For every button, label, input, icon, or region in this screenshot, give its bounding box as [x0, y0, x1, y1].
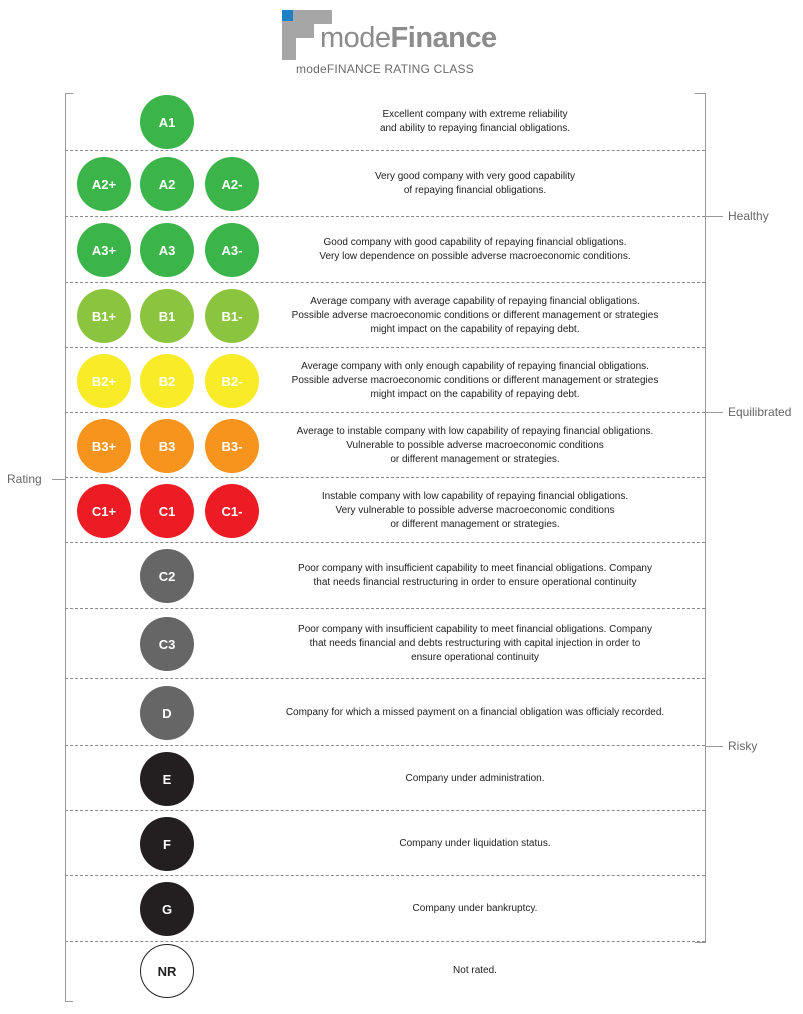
- equilibrated-label: Equilibrated: [728, 405, 792, 419]
- rating-badge: B2: [140, 354, 194, 408]
- rating-badge: A3-: [205, 223, 259, 277]
- risky-tick: [705, 746, 723, 747]
- rating-badge: C1+: [77, 484, 131, 538]
- rating-tick: [52, 479, 65, 480]
- rating-badge: C1-: [205, 484, 259, 538]
- rating-row: [65, 283, 705, 348]
- rating-badge: D: [140, 686, 194, 740]
- rating-description: Average company with average capability of repaying financial obligations. Possible adverse macroeconomic conditions or different management or strategies might impact on the capability of repaying debt.: [291, 296, 659, 335]
- equilibrated-tick: [705, 412, 723, 413]
- rating-description: Company for which a missed payment on a financial obligation was officialy recorded.: [285, 707, 665, 718]
- rating-row: [65, 679, 705, 746]
- modefinance-logo: [282, 10, 502, 62]
- rating-badge: A1: [140, 95, 194, 149]
- rating-row: [65, 543, 705, 609]
- healthy-label: Healthy: [728, 209, 769, 223]
- risky-label: Risky: [728, 739, 758, 753]
- rating-row: [65, 876, 705, 942]
- rating-description: Instable company with low capability of repaying financial obligations. Very vulnerable to possible adverse macroeconomic conditions or different management or strategies.: [321, 491, 629, 530]
- rating-badge: B1: [140, 289, 194, 343]
- rating-row: [65, 942, 705, 1000]
- rating-row: [65, 217, 705, 283]
- logo-wordmark: modeFinance: [320, 22, 497, 54]
- rating-description: Good company with good capability of repaying financial obligations. Very low dependence on possible adverse macroeconomic conditions.: [319, 237, 631, 262]
- rating-badge: B3: [140, 419, 194, 473]
- rating-badge: NR: [140, 944, 194, 998]
- rating-badge: E: [140, 752, 194, 806]
- rating-row: [65, 811, 705, 876]
- rating-description: Company under liquidation status.: [399, 838, 551, 849]
- page-title: modeFINANCE RATING CLASS: [296, 62, 474, 76]
- rating-description: Very good company with very good capability of repaying financial obligations.: [374, 171, 576, 196]
- rating-row: [65, 151, 705, 217]
- rating-description: Not rated.: [453, 965, 497, 976]
- rating-row: [65, 93, 705, 151]
- rating-badge: B3-: [205, 419, 259, 473]
- rating-row: [65, 413, 705, 478]
- rating-badge: F: [140, 817, 194, 871]
- rating-description: Company under bankruptcy.: [412, 903, 538, 914]
- rating-row: [65, 746, 705, 811]
- rating-description: Poor company with insufficient capability to meet financial obligations. Company that needs financial restructuring in order to ensure operational continuity: [298, 563, 652, 588]
- rating-description: Excellent company with extreme reliability and ability to repaying financial obligations.: [379, 109, 571, 134]
- rating-badge: B2+: [77, 354, 131, 408]
- rating-description: Average to instable company with low capability of repaying financial obligations. Vulnerable to possible adverse macroeconomic conditions or different management or strategies.: [296, 426, 654, 465]
- rating-badge: G: [140, 882, 194, 936]
- rating-description: Company under administration.: [405, 773, 545, 784]
- rating-badge: A2+: [77, 157, 131, 211]
- rating-badge: C2: [140, 549, 194, 603]
- rating-axis-label: Rating: [7, 472, 42, 486]
- healthy-tick: [705, 216, 723, 217]
- rating-row: [65, 348, 705, 413]
- rating-badge: B3+: [77, 419, 131, 473]
- rating-badge: B1+: [77, 289, 131, 343]
- rating-description: Average company with only enough capability of repaying financial obligations. Possible adverse macroeconomic conditions or different management or strategies might impact on the capability of repaying debt.: [291, 361, 659, 400]
- rating-description: Poor company with insufficient capability to meet financial obligations. Company that needs financial and debts restructuring with capital injection in order to ensure operational continuity: [298, 624, 652, 663]
- rating-badge: A2: [140, 157, 194, 211]
- rating-badge: A3+: [77, 223, 131, 277]
- rating-badge: C1: [140, 484, 194, 538]
- rating-badge: B2-: [205, 354, 259, 408]
- rating-badge: A3: [140, 223, 194, 277]
- rating-badge: B1-: [205, 289, 259, 343]
- rating-row: [65, 609, 705, 679]
- rating-badge: A2-: [205, 157, 259, 211]
- rating-row: [65, 478, 705, 543]
- rating-badge: C3: [140, 617, 194, 671]
